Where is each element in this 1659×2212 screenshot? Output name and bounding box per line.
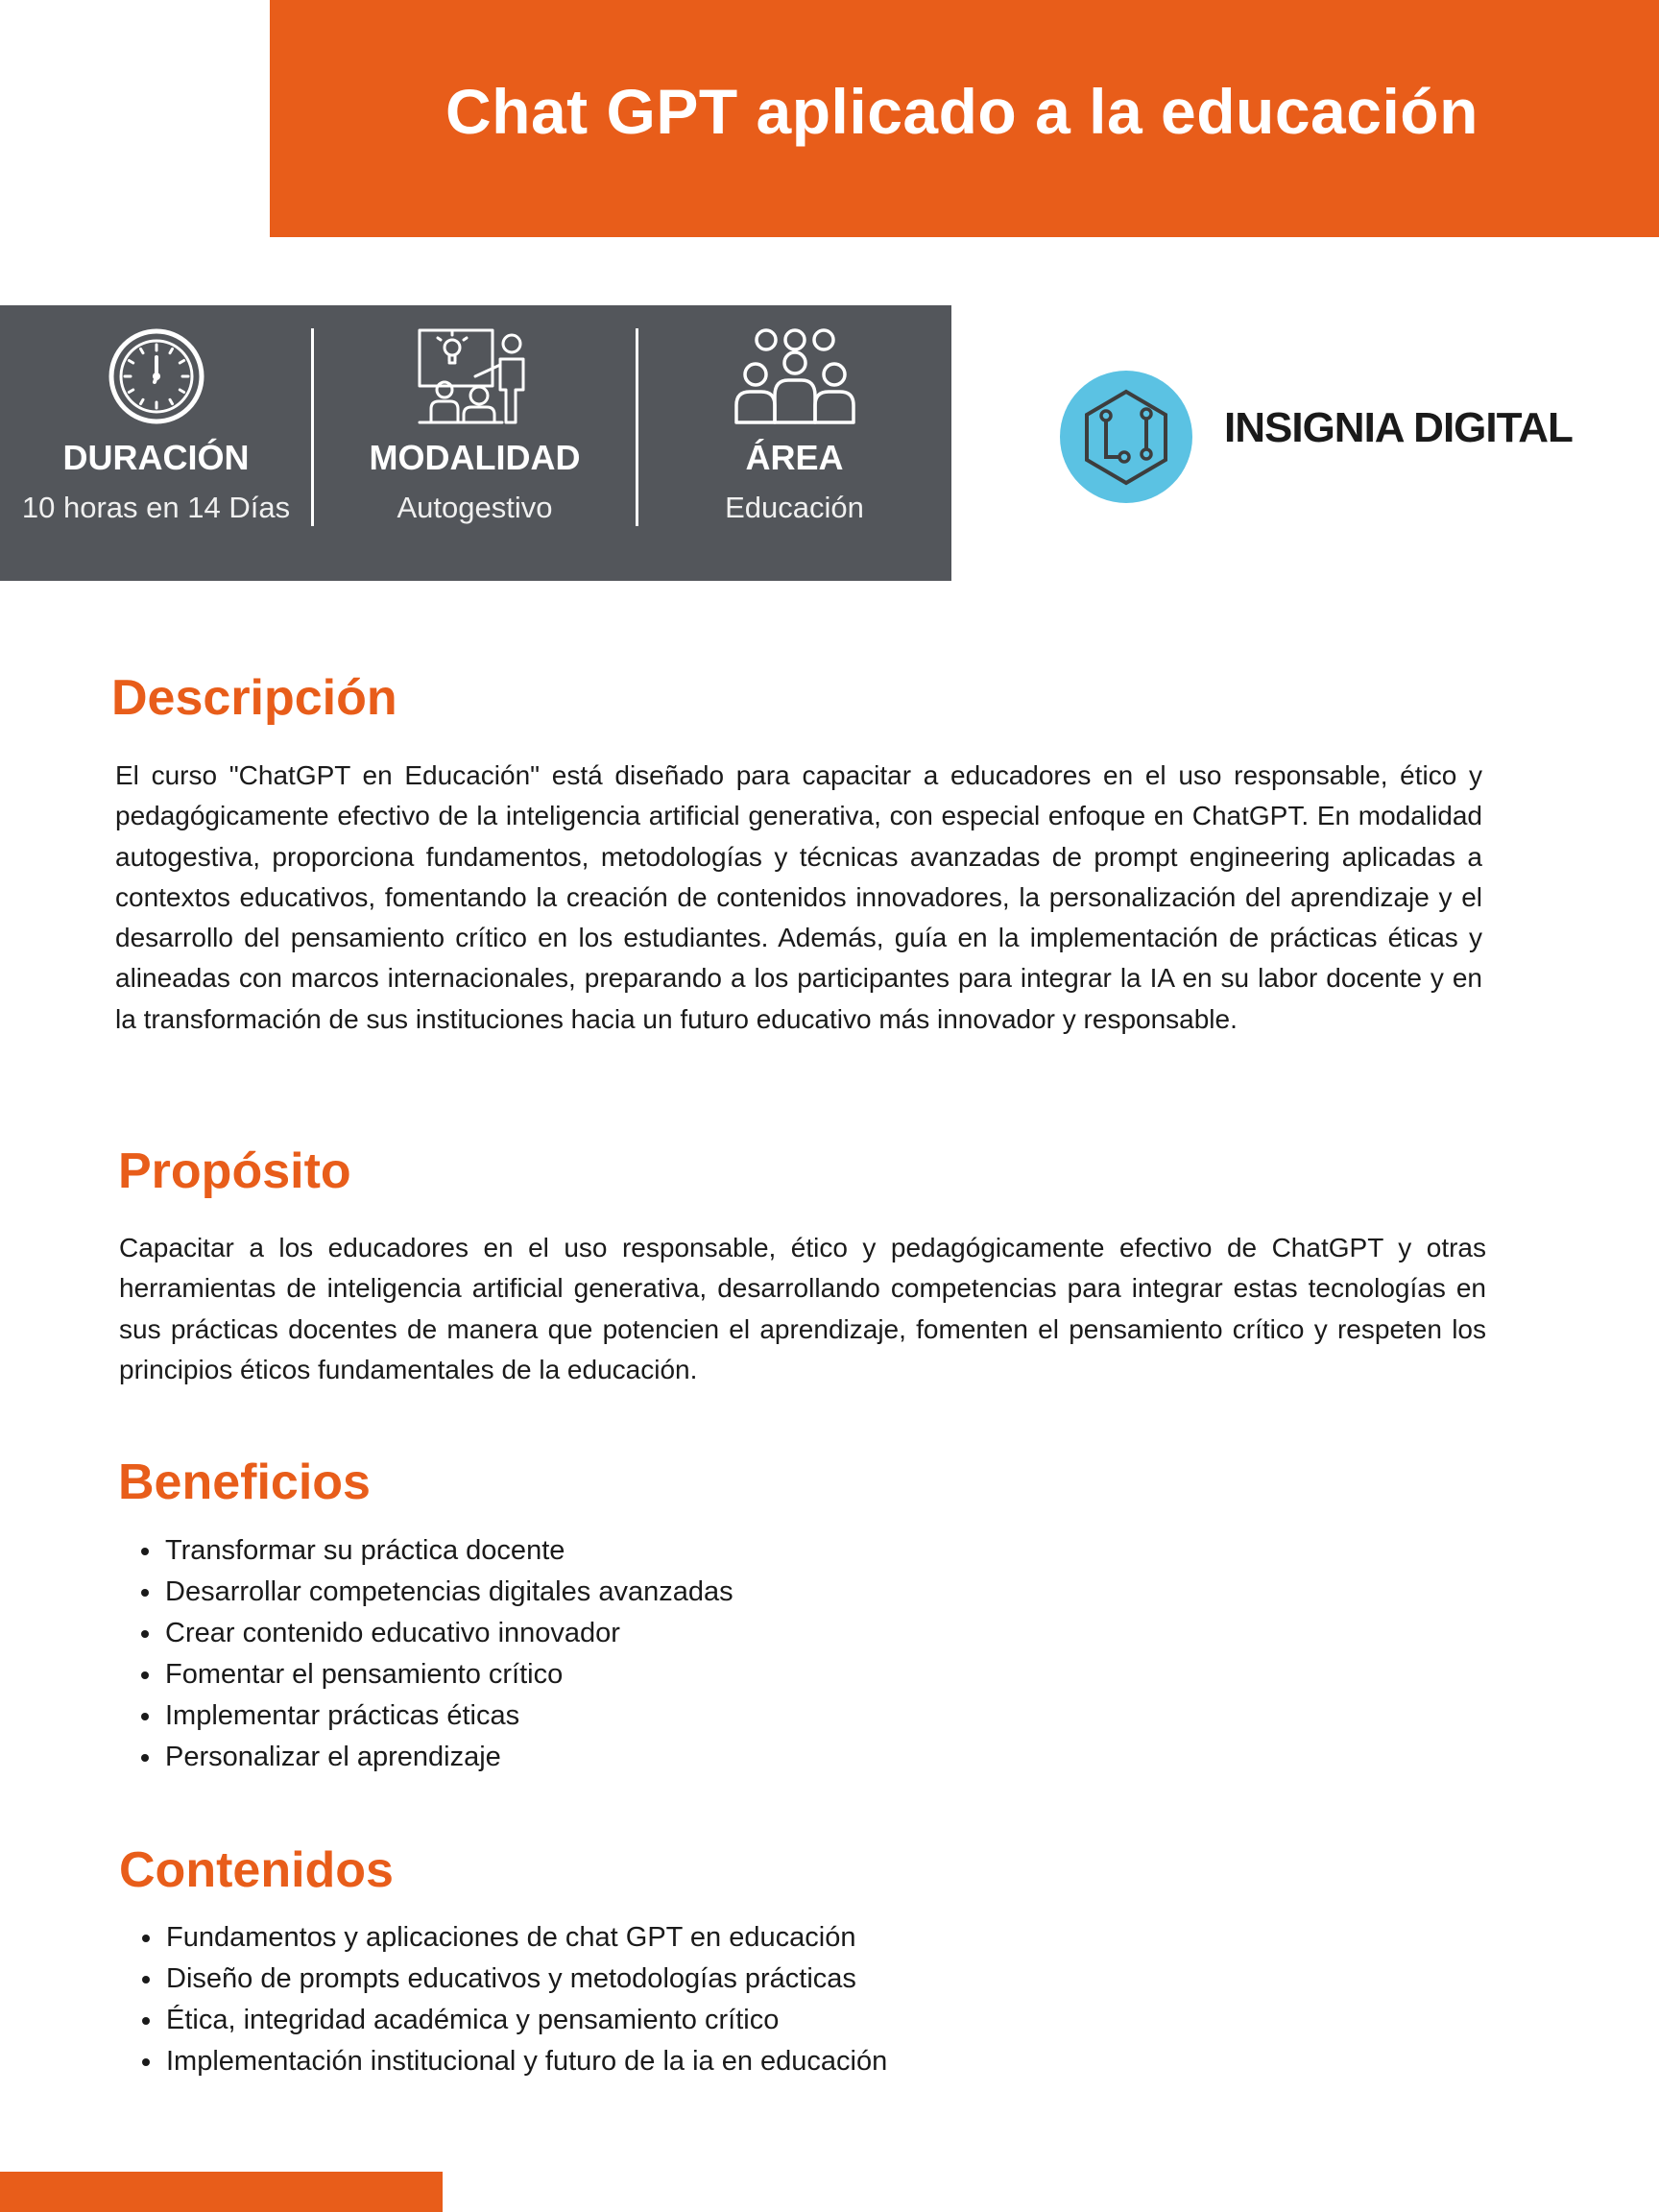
group-people-icon (733, 326, 857, 431)
hexagon-circuit-icon (1060, 371, 1192, 503)
footer-accent-bar (0, 2172, 443, 2212)
list-item: Crear contenido educativo innovador (139, 1613, 733, 1654)
list-item: Diseño de prompts educativos y metodologías prácticas (140, 1959, 887, 2000)
list-item: Implementación institucional y futuro de la ia en educación (140, 2041, 887, 2082)
clock-icon (107, 326, 206, 431)
duration-label: DURACIÓN (62, 438, 250, 477)
benefits-heading: Beneficios (118, 1455, 371, 1510)
description-text: El curso "ChatGPT en Educación" está diseñado para capacitar a educadores en el uso responsable, ético y pedagógicamente efectivo de la inteligencia artificial generativa, con especial enfoque en ChatGPT. En modalidad autogestiva, proporciona fundamentos, metodologías y técnicas avanzadas de prompt engineering aplicadas a contextos educativos, fomentando la creación de contenidos innovadores, la personalización del aprendizaje y el desarrollo del pensamiento crítico en los estudiantes. Además, guía en la implementación de prácticas éticas y alineadas con marcos internacionales, preparando a los participantes para integrar la IA en su labor docente y en la transformación de sus instituciones hacia un futuro educativo más innovador y responsable. (115, 760, 1482, 1034)
duration-block (0, 305, 312, 581)
area-value: Educación (725, 491, 864, 524)
duration-value: 10 horas en 14 Días (21, 491, 291, 524)
list-item: Ética, integridad académica y pensamiento crítico (140, 2000, 887, 2041)
benefits-list (139, 1530, 733, 1778)
contents-list (140, 1917, 887, 2082)
purpose-heading: Propósito (118, 1143, 351, 1199)
description-heading: Descripción (111, 670, 397, 726)
list-item: Fomentar el pensamiento crítico (139, 1654, 733, 1695)
modality-value: Autogestivo (397, 491, 553, 524)
list-item: Desarrollar competencias digitales avanzadas (139, 1572, 733, 1613)
digital-badge-logo (1060, 371, 1192, 503)
area-block (637, 305, 951, 581)
title-banner (270, 0, 1659, 237)
list-item: Transformar su práctica docente (139, 1530, 733, 1572)
badge-label: INSIGNIA DIGITAL (1224, 404, 1573, 451)
teacher-board-icon (416, 326, 535, 431)
page-title: Chat GPT aplicado a la educación (445, 76, 1479, 147)
list-item: Implementar prácticas éticas (139, 1695, 733, 1737)
area-label: ÁREA (745, 438, 844, 477)
contents-heading: Contenidos (119, 1842, 394, 1898)
purpose-text: Capacitar a los educadores en el uso responsable, ético y pedagógicamente efectivo de ChatGPT y otras herramientas de inteligencia artificial generativa, desarrollando competencias para integrar estas tecnologías en sus prácticas docentes de manera que potencien el aprendizaje, fomenten el pensamiento crítico y respeten los principios éticos fundamentales de la educación. (119, 1233, 1486, 1384)
list-item: Fundamentos y aplicaciones de chat GPT en educación (140, 1917, 887, 1959)
list-item: Personalizar el aprendizaje (139, 1737, 733, 1778)
modality-label: MODALIDAD (369, 438, 581, 477)
course-info-bar (0, 305, 951, 581)
modality-block (314, 305, 636, 581)
